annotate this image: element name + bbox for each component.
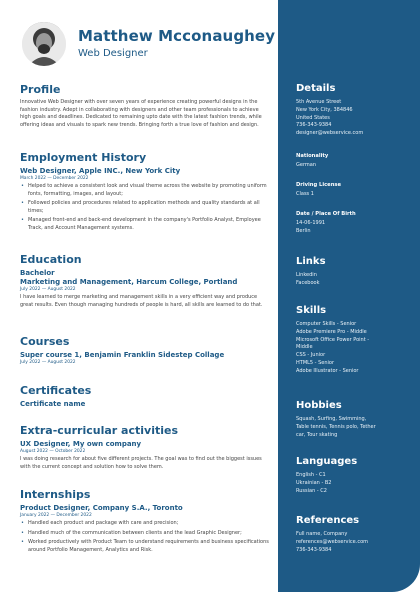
references-section <box>296 515 414 554</box>
skill-item: Microsoft Office Power Point - Middle <box>296 336 370 351</box>
degree: Bachelor <box>20 269 55 277</box>
birth-place: Berlin <box>296 227 311 234</box>
internship-role: Product Designer, Company S.A., Toronto <box>20 504 183 512</box>
section-title: Education <box>20 253 82 266</box>
skill-item: HTML5 - Senior <box>296 359 335 366</box>
list-item: • Followed policies and procedures related to application methods and quality standards at all times; <box>20 200 270 215</box>
email-link[interactable]: designer@webservice.com <box>296 130 364 136</box>
language-item: Russian - C2 <box>296 487 327 494</box>
section-title: Details <box>296 83 336 94</box>
links-section <box>296 256 414 288</box>
section-title: Hobbies <box>296 400 342 411</box>
section-title: Certificates <box>20 384 92 397</box>
hobbies-section <box>296 400 414 439</box>
link-facebook[interactable]: Facebook <box>296 279 320 286</box>
language-item: English - C1 <box>296 472 326 478</box>
list-item: • Worked productively with Product Team to understand requirements and business specifications around Portfolio Management, Analytics and Risk. <box>20 539 270 554</box>
section-title: References <box>296 515 360 526</box>
detail-line: United States <box>296 114 330 121</box>
link-linkedin[interactable]: Linkedin <box>296 272 317 278</box>
reference-email[interactable]: references@webservice.com <box>296 538 368 545</box>
internship-date: January 2022 — December 2022 <box>20 513 92 518</box>
reference-phone: 736-343-9384 <box>296 546 332 553</box>
nationality-section <box>296 153 414 170</box>
internships-section <box>20 488 270 554</box>
activity-text: I was doing research for about five different projects. The goal was to find out the biggest issues with the current concept and solution how to solve them. <box>20 456 262 470</box>
field-label: Nationality <box>296 153 329 159</box>
skill-item: Computer Skills - Senior <box>296 321 357 327</box>
skills-section <box>296 305 414 375</box>
field-value: Class 1 <box>296 191 314 197</box>
certificates-section <box>20 384 270 409</box>
list-item: • Helped to achieve a consistent look and visual theme across the website by promoting uniform fonts, formatting, images, and layout; <box>20 183 270 198</box>
skill-item: Adobe Illustrator - Senior <box>296 367 359 374</box>
section-title: Employment History <box>20 151 147 164</box>
skill-item: Adobe Premiere Pro - Middle <box>296 328 367 335</box>
avatar <box>22 22 66 66</box>
details-section <box>296 83 414 138</box>
activity-role: UX Designer, My own company <box>20 440 142 448</box>
birth-date: 14-06-1991 <box>296 220 326 226</box>
section-title: Internships <box>20 488 91 501</box>
languages-section <box>296 456 414 495</box>
courses-section <box>20 335 270 367</box>
education-text: I have learned to merge marketing and management skills in a very efficient way and produce great results. Even though managing hundreds of people is hard, all skills are learned to do that. <box>20 294 263 308</box>
detail-line: New York City, 384846 <box>296 106 353 113</box>
reference-line: Full name, Company <box>296 531 348 537</box>
section-title: Links <box>296 256 326 267</box>
section-title: Languages <box>296 456 358 467</box>
activity-date: August 2022 — October 2022 <box>20 449 86 454</box>
field-label: Date / Place Of Birth <box>296 211 356 217</box>
list-item: • Managed front-end and back-end development in the company's Portfolio Analyst, Employee Track, and Account Management systems. <box>20 217 270 232</box>
profile-text: Innovative Web Designer with over seven years of experience creating powerful designs in the fashion industry. Adept in collaborating with designers and other team professionals to achieve high goals and deadlines. Dedicated to remaining upto date with the latest fashion trends, while offering ideas and visuals to spark new trends. Bringing forth a true love of fashion and design. <box>20 99 262 128</box>
list-item: • Handled much of the communication between clients and the lead Graphic Designer; <box>20 530 270 538</box>
activities-section <box>20 424 270 471</box>
detail-line: 5th Avenue Street <box>296 99 342 105</box>
candidate-name: Matthew Mcconaughey <box>78 27 276 45</box>
section-title: Courses <box>20 335 70 348</box>
candidate-role: Web Designer <box>78 48 148 59</box>
section-title: Skills <box>296 305 327 316</box>
resume-header <box>22 22 278 68</box>
hobbies-text: Squash, Surfing, Swimming, Table tennis, Tennis polo, Tether car, Tour skating <box>296 416 376 438</box>
portrait-image <box>22 22 66 66</box>
school: Marketing and Management, Harcum College, Portland <box>20 278 238 286</box>
field-value: German <box>296 162 317 168</box>
course-name: Super course 1, Benjamin Franklin Sidestep Collage <box>20 351 225 359</box>
education-date: July 2022 — August 2022 <box>20 287 76 292</box>
job-date: March 2022 — December 2022 <box>20 176 89 181</box>
skill-item: CSS - Junior <box>296 352 326 358</box>
section-title: Profile <box>20 83 61 96</box>
birth-section <box>296 211 414 236</box>
section-title: Extra-curricular activities <box>20 424 179 437</box>
detail-line: 736-343-9384 <box>296 122 332 129</box>
profile-section <box>20 83 270 129</box>
license-section <box>296 182 414 199</box>
language-item: Ukrainian - B2 <box>296 479 332 486</box>
education-section <box>20 253 270 309</box>
certificate-name: Certificate name <box>20 400 86 408</box>
course-date: July 2022 — August 2022 <box>20 360 76 365</box>
list-item: • Handled each product and package with care and precision; <box>20 520 270 528</box>
employment-section <box>20 151 270 232</box>
job-title: Web Designer, Apple INC., New York City <box>20 167 181 175</box>
field-label: Driving License <box>296 182 341 188</box>
